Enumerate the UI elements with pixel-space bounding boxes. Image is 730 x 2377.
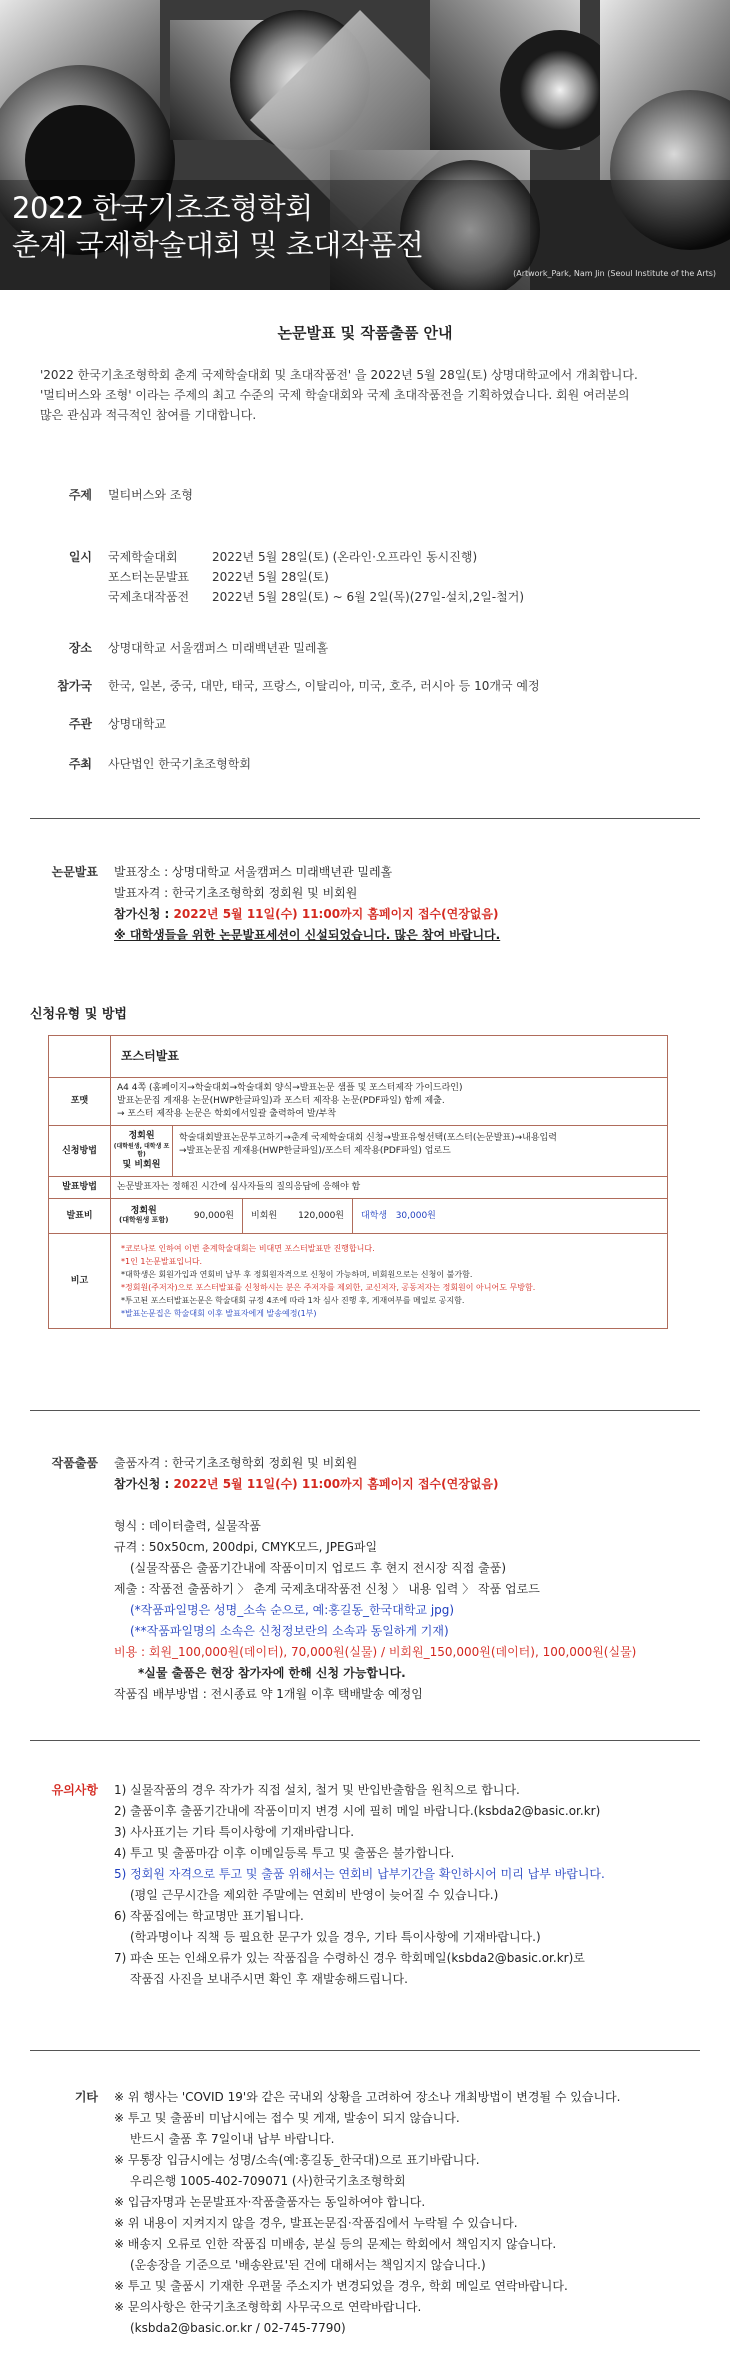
- fee-member-label: 정회원: [130, 1206, 157, 1216]
- intro-line: '멀티버스와 조형' 이라는 주제의 최고 수준의 국제 학술대회와 국제 초대작품전을 기획하였습니다. 회원 여러분의: [40, 388, 630, 402]
- fee-value: [111, 1199, 668, 1234]
- format-label: 포맷: [49, 1078, 111, 1126]
- list-item: 3) 사사표기는 기타 특이사항에 기재바랍니다.: [114, 1825, 355, 1839]
- note-line: *정회원(주저자)으로 포스터발표를 신청하시는 분은 주저자를 제외한, 교신저자, 공동저자는 정회원이 아니어도 무방함.: [121, 1283, 536, 1292]
- fee-member-sub: (대학원생 포함): [119, 1216, 169, 1224]
- date-row-value: 2022년 5월 28일(토) (온라인·오프라인 동시진행): [212, 550, 478, 564]
- date-row: [108, 547, 708, 567]
- format-line: 발표논문집 게재용 논문(HWP한글파일)과 포스터 제작용 논문(PDF파일) 함께 제출.: [117, 1096, 445, 1106]
- countries-value: 한국, 일본, 중국, 대만, 태국, 프랑스, 이탈리아, 미국, 호주, 러시아 등 10개국 예정: [108, 679, 540, 693]
- hero-title: [12, 190, 423, 264]
- paper-key: 논문발표: [51, 865, 98, 879]
- organizer-key: 주최: [68, 757, 92, 771]
- date-row-label: 국제학술대회: [108, 550, 178, 564]
- theme-key: 주제: [68, 488, 92, 502]
- method-value: 논문발표자는 정해진 시간에 심사자들의 질의응답에 응해야 함: [111, 1177, 668, 1199]
- place-value: 상명대학교 서울캠퍼스 미래백년관 밀레홀: [108, 641, 329, 655]
- fee-nonmember-value: 120,000원: [298, 1210, 344, 1221]
- date-row: [108, 567, 708, 587]
- paper-values: [114, 862, 714, 946]
- note-line: *투고된 포스터발표논문은 학술대회 규정 4조에 따라 1차 심사 진행 후, 게재여부를 메일로 공지함.: [121, 1296, 465, 1305]
- list-item: ※ 투고 및 출품시 기재한 우편물 주소지가 변경되었을 경우, 학회 메일로 연락바랍니다.: [114, 2279, 568, 2293]
- host-value: 상명대학교: [108, 717, 166, 731]
- date-row: [108, 587, 708, 607]
- paper-note: ※ 대학생들을 위한 논문발표세션이 신설되었습니다. 많은 참여 바랍니다.: [114, 928, 501, 942]
- application-table: [48, 1035, 668, 1329]
- artwork-values: [114, 1453, 714, 1705]
- artwork-deadline: [114, 1474, 714, 1495]
- list-item: 6) 작품집에는 학교명만 표기됩니다.: [114, 1909, 304, 1923]
- countries-key: 참가국: [57, 679, 92, 693]
- list-item: (ksbda2@basic.or.kr / 02-745-7790): [130, 2321, 346, 2335]
- artwork-deadline-label: 참가신청 :: [114, 1477, 174, 1491]
- list-item: ※ 위 행사는 'COVID 19'와 같은 국내외 상황을 고려하여 장소나 개최방법이 변경될 수 있습니다.: [114, 2090, 621, 2104]
- list-item: (운송장을 기준으로 '배송완료'된 건에 대해서는 책임지지 않습니다.): [130, 2258, 486, 2272]
- format-value: [111, 1078, 668, 1126]
- apply-sub: (대학원생, 대학생 포함): [113, 1143, 170, 1158]
- intro-line: 많은 관심과 적극적인 참여를 기대합니다.: [40, 408, 257, 422]
- hero-title-line1: 2022 한국기초조형학회: [12, 191, 313, 225]
- list-item: 작품집 사진을 보내주시면 확인 후 재발송해드립니다.: [130, 1972, 408, 1986]
- theme-value: 멀티버스와 조형: [108, 488, 193, 502]
- divider: [30, 1740, 700, 1741]
- fee-member-value: 90,000원: [193, 1210, 234, 1221]
- table-cell-empty: [49, 1036, 111, 1078]
- organizer-value: 사단법인 한국기초조형학회: [108, 757, 251, 771]
- list-item: 우리은행 1005-402-709071 (사)한국기초조형학회: [130, 2174, 406, 2188]
- fee-student-label: 대학생: [361, 1210, 388, 1221]
- list-item: 5) 정회원 자격으로 투고 및 출품 위해서는 연회비 납부기간을 확인하시어 미리 납부 바랍니다.: [114, 1867, 605, 1881]
- divider: [30, 2050, 700, 2051]
- apply-sub: 및 비회원: [122, 1160, 161, 1170]
- notes-value: [111, 1234, 668, 1329]
- artwork-line: 규격 : 50x50cm, 200dpi, CMYK모드, JPEG파일: [114, 1540, 378, 1554]
- hero-title-line2: 춘계 국제학술대회 및 초대작품전: [12, 228, 424, 262]
- hero-banner: [0, 0, 730, 290]
- intro-text: [40, 365, 700, 425]
- list-item: 4) 투고 및 출품마감 이후 이메일등록 투고 및 출품은 불가합니다.: [114, 1846, 455, 1860]
- table-row: [49, 1177, 668, 1199]
- hero-credit: (Artwork_Park, Nam Jin (Seoul Institute of the Arts): [513, 269, 716, 278]
- artwork-cost: 비용 : 회원_100,000원(데이터), 70,000원(실물) / 비회원_150,000원(데이터), 100,000원(실물): [114, 1645, 637, 1659]
- fee-nonmember-label: 비회원: [251, 1210, 278, 1221]
- page-heading: 논문발표 및 작품출품 안내: [277, 324, 453, 342]
- list-item: ※ 투고 및 출품비 미납시에는 접수 및 게재, 발송이 되지 않습니다.: [114, 2111, 460, 2125]
- list-item: 1) 실물작품의 경우 작가가 직접 설치, 철거 및 반입반출함을 원칙으로 합니다.: [114, 1783, 520, 1797]
- cautions-key: 유의사항: [51, 1783, 98, 1797]
- list-item: (평일 근무시간을 제외한 주말에는 연회비 반영이 늦어질 수 있습니다.): [130, 1888, 499, 1902]
- paper-deadline-value: 2022년 5월 11일(수) 11:00까지 홈페이지 접수(연장없음): [173, 907, 499, 921]
- table-row: [49, 1036, 668, 1078]
- artwork-line: *실물 출품은 현장 참가자에 한해 신청 가능합니다.: [138, 1666, 406, 1680]
- paper-deadline: [114, 904, 714, 925]
- notes-label: 비고: [49, 1234, 111, 1329]
- fee-label: 발표비: [49, 1199, 111, 1234]
- intro-line: '2022 한국기초조형학회 춘계 국제학술대회 및 초대작품전' 을 2022년 5월 28일(토) 상명대학교에서 개최합니다.: [40, 368, 638, 382]
- note-line: *1인 1논문발표입니다.: [121, 1257, 203, 1266]
- method-label: 발표방법: [49, 1177, 111, 1199]
- paper-deadline-label: 참가신청 :: [114, 907, 174, 921]
- type-title: 포스터발표: [111, 1036, 668, 1078]
- date-row-label: 국제초대작품전: [108, 590, 190, 604]
- note-line: *코로나로 인하여 이번 춘계학술대회는 비대면 포스터발표만 진행합니다.: [121, 1244, 375, 1253]
- cautions-list: [114, 1780, 714, 1990]
- artwork-line: 출품자격 : 한국기초조형학회 정회원 및 비회원: [114, 1456, 358, 1470]
- list-item: ※ 입금자명과 논문발표자·작품출품자는 동일하여야 합니다.: [114, 2195, 426, 2209]
- fee-student-value: 30,000원: [395, 1210, 436, 1221]
- divider: [30, 818, 700, 819]
- note-line: *발표논문집은 학술대회 이후 발표자에게 발송예정(1부): [121, 1309, 317, 1318]
- host-key: 주관: [68, 717, 92, 731]
- note-line: *대학생은 회원가입과 연회비 납부 후 정회원자격으로 신청이 가능하며, 비회원으로는 신청이 불가함.: [121, 1270, 473, 1279]
- list-item: ※ 문의사항은 한국기초조형학회 사무국으로 연락바랍니다.: [114, 2300, 422, 2314]
- place-key: 장소: [68, 641, 92, 655]
- apply-value: [111, 1126, 668, 1177]
- paper-line: 발표장소 : 상명대학교 서울캠퍼스 미래백년관 밀레홀: [114, 865, 393, 879]
- fee-nonmember: [243, 1199, 353, 1233]
- list-item: (학과명이나 직책 등 필요한 문구가 있을 경우, 기타 특이사항에 기재바랍니다.): [130, 1930, 541, 1944]
- list-item: 반드시 출품 후 7일이내 납부 바랍니다.: [130, 2132, 335, 2146]
- table-row: [49, 1234, 668, 1329]
- table-row: [49, 1199, 668, 1234]
- artwork-line: (실물작품은 출품기간내에 작품이미지 업로드 후 현지 전시장 직접 출품): [130, 1561, 507, 1575]
- format-line: A4 4쪽 (홈페이지→학술대회→학술대회 양식→발표논문 샘플 및 포스터제작 가이드라인): [117, 1083, 463, 1093]
- date-row-value: 2022년 5월 28일(토) ~ 6월 2일(목)(27일-설치,2일-철거): [212, 590, 525, 604]
- artwork-line: (*작품파일명은 성명_소속 순으로, 예:홍길동_한국대학교 jpg): [130, 1603, 455, 1617]
- artwork-deadline-value: 2022년 5월 11일(수) 11:00까지 홈페이지 접수(연장없음): [173, 1477, 499, 1491]
- table-row: [49, 1126, 668, 1177]
- apply-sub: 정회원: [128, 1131, 155, 1141]
- date-key: 일시: [68, 550, 92, 564]
- list-item: 2) 출품이후 출품기간내에 작품이미지 변경 시에 필히 메일 바랍니다.(ksbda2@basic.or.kr): [114, 1804, 601, 1818]
- apply-line: 학술대회발표논문투고하기→춘계 국제학술대회 신청→발표유형선택(포스터(논문발표)→내용입력: [179, 1133, 557, 1143]
- etc-key: 기타: [74, 2090, 98, 2104]
- list-item: 7) 파손 또는 인쇄오류가 있는 작품집을 수령하신 경우 학회메일(ksbda2@basic.or.kr)로: [114, 1951, 585, 1965]
- list-item: ※ 위 내용이 지켜지지 않을 경우, 발표논문집·작품집에서 누락될 수 있습니다.: [114, 2216, 518, 2230]
- date-row-value: 2022년 5월 28일(토): [212, 570, 329, 584]
- apply-subject: [111, 1126, 173, 1176]
- artwork-line: 제출 : 작품전 출품하기 〉 춘계 국제초대작품전 신청 〉 내용 입력 〉 작품 업로드: [114, 1582, 540, 1596]
- format-line: → 포스터 제작용 논문은 학회에서일괄 출력하여 발/부착: [117, 1109, 337, 1119]
- artwork-key: 작품출품: [51, 1456, 98, 1470]
- fee-student: [353, 1199, 667, 1233]
- fee-member: [111, 1199, 243, 1233]
- table-row: [49, 1078, 668, 1126]
- apply-label: [49, 1126, 111, 1177]
- table-heading: 신청유형 및 방법: [30, 1007, 127, 1022]
- paper-line: 발표자격 : 한국기초조형학회 정회원 및 비회원: [114, 886, 358, 900]
- artwork-line: 작품집 배부방법 : 전시종료 약 1개월 이후 택배발송 예정임: [114, 1687, 423, 1701]
- date-values: [108, 547, 708, 607]
- date-row-label: 포스터논문발표: [108, 570, 190, 584]
- apply-steps: [173, 1126, 667, 1176]
- etc-list: [114, 2087, 714, 2339]
- artwork-line: 형식 : 데이터출력, 실물작품: [114, 1519, 261, 1533]
- divider: [30, 1410, 700, 1411]
- apply-line: →발표논문집 게재용(HWP한글파일)/포스터 제작용(PDF파일) 업로드: [179, 1146, 451, 1156]
- fee-member-label-wrap: [119, 1207, 168, 1225]
- list-item: ※ 배송지 오류로 인한 작품집 미배송, 분실 등의 문제는 학회에서 책임지지 않습니다.: [114, 2237, 557, 2251]
- artwork-line: (**작품파일명의 소속은 신청정보란의 소속과 동일하게 기재): [130, 1624, 449, 1638]
- list-item: ※ 무통장 입금시에는 성명/소속(예:홍길동_한국대)으로 표기바랍니다.: [114, 2153, 480, 2167]
- apply-label-main: 신청방법: [62, 1145, 97, 1156]
